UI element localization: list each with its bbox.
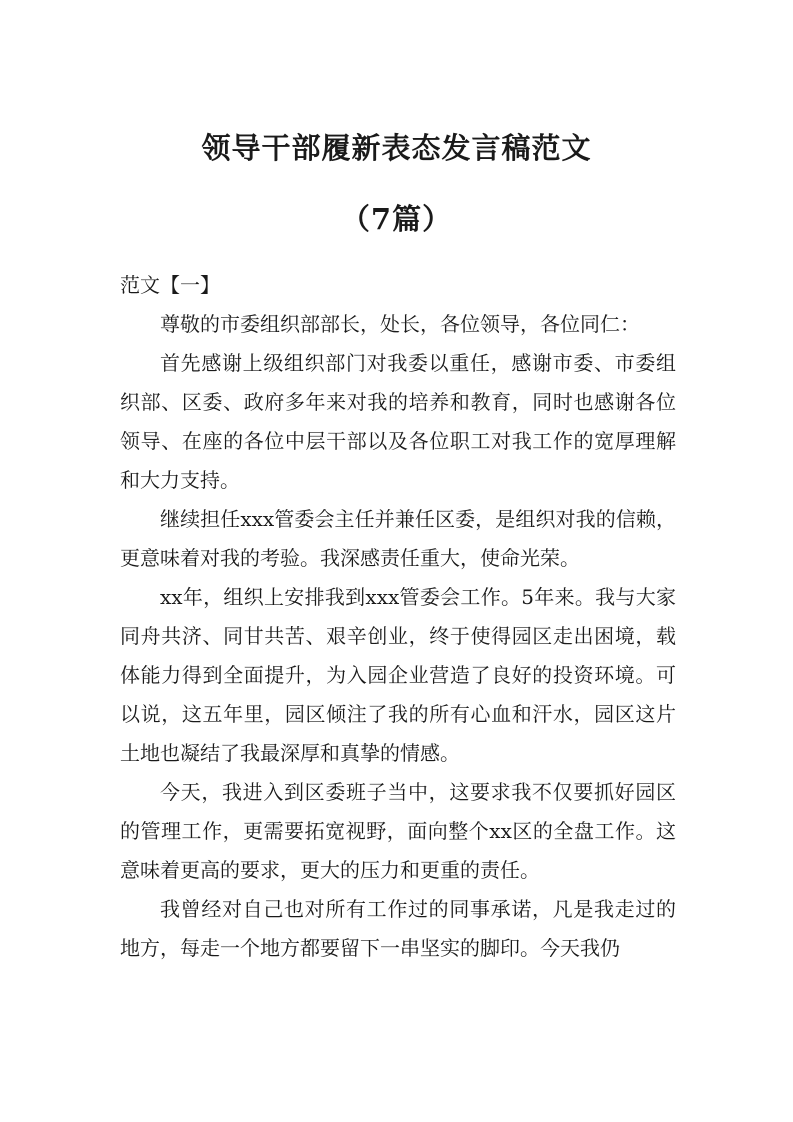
document-body (120, 266, 676, 968)
paragraph: 今天，我进入到区委班子当中，这要求我不仅要抓好园区的管理工作，更需要拓宽视野，面向整个xx区的全盘工作。这意味着更高的要求，更大的压力和更重的责任。 (120, 780, 676, 882)
document-title: 领导干部履新表态发言稿范文 (201, 131, 592, 165)
paragraph-salutation: 尊敬的市委组织部部长，处长，各位领导，各位同仁： (160, 312, 640, 336)
paragraph: xx年，组织上安排我到xxx管委会工作。5年来。我与大家同舟共济、同甘共苦、艰辛创业，终于使得园区走出困境，载体能力得到全面提升，为入园企业营造了良好的投资环境。可以说，这五年里，园区倾注了我的所有心血和汗水，园区这片土地也凝结了我最深厚和真挚的情感。 (120, 585, 676, 765)
paragraph: 继续担任xxx管委会主任并兼任区委，是组织对我的信赖，更意味着对我的考验。我深感责任重大，使命光荣。 (120, 507, 676, 570)
paragraph: 首先感谢上级组织部门对我委以重任，感谢市委、市委组织部、区委、政府多年来对我的培养和教育，同时也感谢各位领导、在座的各位中层干部以及各位职工对我工作的宽厚理解和大力支持。 (120, 351, 676, 492)
document-subtitle: （7篇） (340, 202, 453, 236)
paragraph: 我曾经对自己也对所有工作过的同事承诺，凡是我走过的地方，每走一个地方都要留下一串坚实的脚印。今天我仍 (120, 897, 676, 960)
section-label: 范文【一】 (120, 273, 220, 297)
